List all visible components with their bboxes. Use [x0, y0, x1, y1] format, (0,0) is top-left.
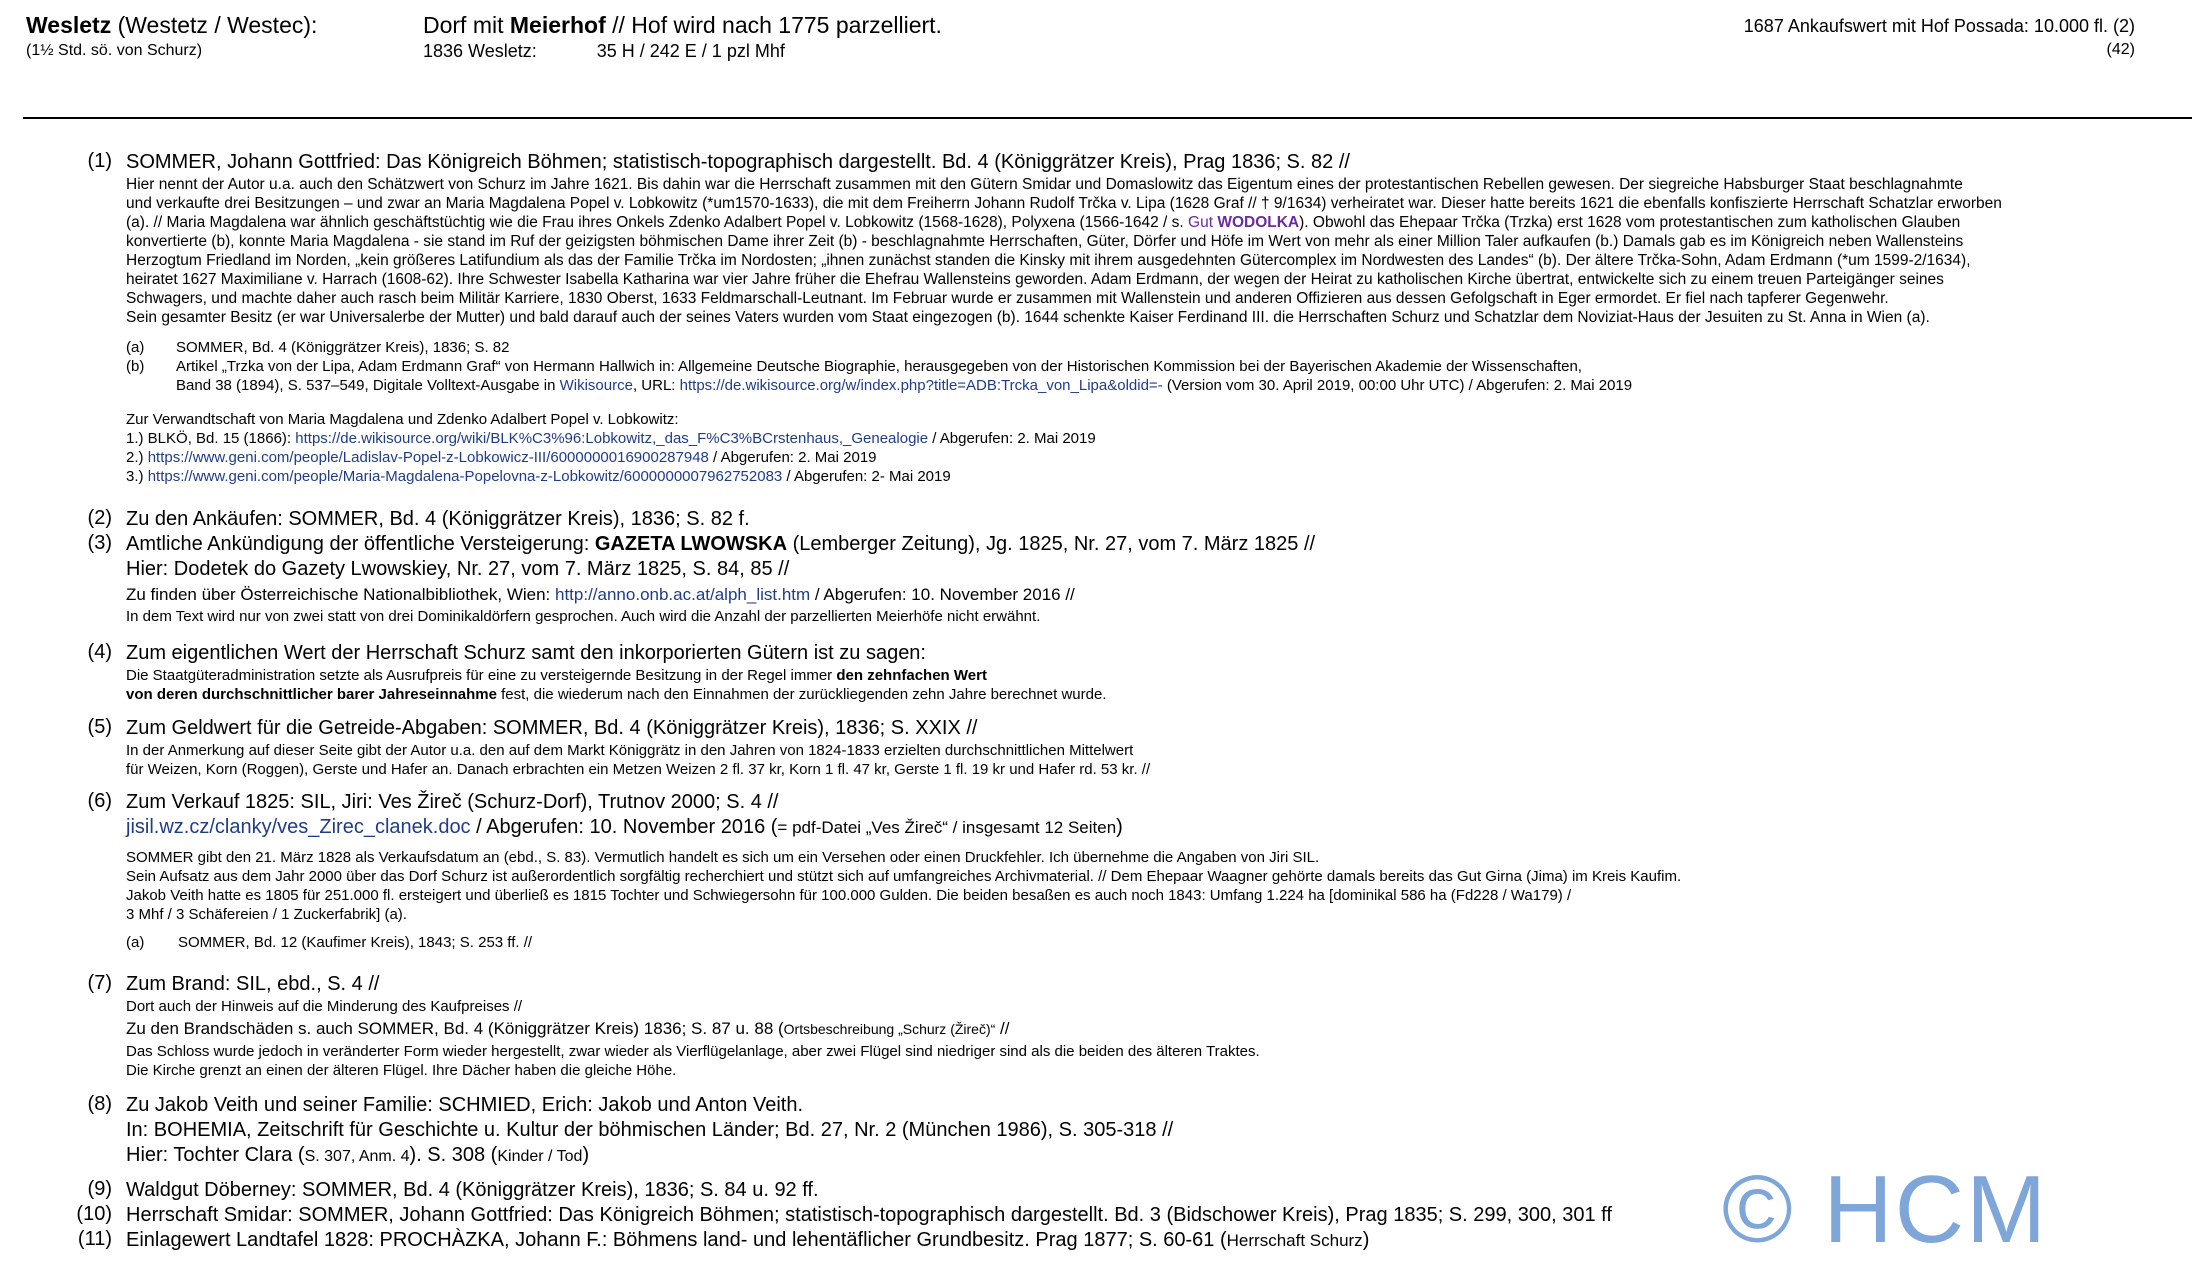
footnote-number: (3): [87, 532, 112, 554]
footnote-line: von deren durchschnittlicher barer Jahreseinnahme fest, die wiederum nach den Einnahmen der zurückliegenden zehn Jahre berechnet wurde.: [126, 686, 1107, 703]
village-description: [423, 12, 942, 39]
footnote-line: Das Schloss wurde jedoch in veränderter Form wieder hergestellt, zwar wieder als Vierflügelanlage, aber zwei Flügel sind niedriger sind als die beiden des älteren Traktes.: [126, 1043, 1260, 1060]
footnote-line: Zum Geldwert für die Getreide-Abgaben: SOMMER, Bd. 4 (Königgrätzer Kreis), 1836; S. XXIX //: [126, 717, 978, 739]
header-divider: [23, 117, 2192, 119]
title-rest: (Westetz / Westec):: [111, 12, 318, 38]
footnote-line: Dort auch der Hinweis auf die Minderung des Kaufpreises //: [126, 998, 523, 1015]
footnote-paragraph: Herzogtum Friedland im Norden, „kein größeres Latifundium als das der Familie Trčka im Nordosten; „ihnen zunächst standen die Kinsky mit ihrem ausgedehnten Gütercomplex im Nordwesten des Landes“ (b). Der ältere Trčka-Sohn, Adam Erdmann (*um 1599-2/1634),: [126, 252, 1971, 269]
wikisource-link[interactable]: Wikisource: [559, 377, 633, 394]
page-subtitle: (1½ Std. sö. von Schurz): [26, 42, 203, 59]
anno-onb-link[interactable]: http://anno.onb.ac.at/alph_list.htm: [555, 585, 811, 604]
footnote-line: SOMMER gibt den 21. März 1828 als Verkaufsdatum an (ebd., S. 83). Vermutlich handelt es sich um ein Versehen oder einen Druckfehler. Ich übernehme die Angaben von Jiri SIL.: [126, 849, 1320, 866]
footnote-line: Amtliche Ankündigung der öffentliche Versteigerung: GAZETA LWOWSKA (Lemberger Zeitung), Jg. 1825, Nr. 27, vom 7. März 1825 //: [126, 533, 1316, 555]
relation-ref-1: 1.) BLKÖ, Bd. 15 (1866): https://de.wikisource.org/wiki/BLK%C3%96:Lobkowitz,_das_F%C3%BCrstenhaus,_Genealogie / Abgerufen: 2. Mai 2019: [126, 430, 1096, 447]
adb-url-link[interactable]: https://de.wikisource.org/w/index.php?title=ADB:Trcka_von_Lipa&oldid=-: [679, 377, 1163, 394]
blko-link[interactable]: https://de.wikisource.org/wiki/BLK%C3%96:Lobkowitz,_das_F%C3%BCrstenhaus,_Genealogie: [295, 430, 929, 447]
relation-heading: Zur Verwandtschaft von Maria Magdalena und Zdenko Adalbert Popel v. Lobkowitz:: [126, 411, 679, 428]
footnote-paragraph: konvertierte (b), konnte Maria Magdalena - sie stand im Ruf der geizigsten böhmischen Dame ihrer Zeit (b) - beschlagnahmte Herrschaften, Güter, Dörfer und Höfe im Wert von mehr als einer Million Taler aufkaufen (b.) Damals gab es im Königreich neben Wallensteins: [126, 233, 1964, 250]
footnote-number: (2): [87, 507, 112, 529]
footnote-body: Herrschaft Smidar: SOMMER, Johann Gottfried: Das Königreich Böhmen; statistisch-topographisch dargestellt. Bd. 3 (Bidschower Kreis), Prag 1835; S. 299, 300, 301 ff: [126, 1204, 1612, 1226]
footnote-paragraph: heiratet 1627 Maximiliane v. Harrach (1608-62). Ihre Schwester Isabella Katharina war vier Jahre früher die Ehefrau Wallensteins geworden. Adam Erdmann, der wegen der Heirat zu katholischen Kirche übertrat, entwickelte sich zu einem treuen Parteigänger seines: [126, 271, 1944, 288]
footnote-paragraph: Schwagers, und machte daher auch rasch beim Militär Karriere, 1830 Oberst, 1633 Feldmarschall-Leutnant. Im Februar wurde er zusammen mit Wallenstein und anderen Offizieren aus dessen Gefolgschaft in Eger ermordet. Er fiel nach tapferer Gegenwehr.: [126, 290, 1889, 307]
page-title: [26, 12, 317, 39]
sub-citation-b-cont: Band 38 (1894), S. 537–549, Digitale Volltext-Ausgabe in Wikisource, URL: https://de.wikisource.org/w/index.php?title=ADB:Trcka_von_Lipa&oldid=- (Version vom 30. April 2019, 00:00 Uhr UTC) / Abgerufen: 2. Mai 2019: [176, 377, 1633, 394]
footnote-number: (1): [87, 150, 112, 172]
footnote-heading: SOMMER, Johann Gottfried: Das Königreich Böhmen; statistisch-topographisch dargestellt. Bd. 4 (Königgrätzer Kreis), Prag 1836; S. 82 //: [126, 151, 1350, 173]
footnote-number: (4): [87, 641, 112, 663]
footnote-line: 3 Mhf / 3 Schäfereien / 1 Zuckerfabrik] (a).: [126, 906, 407, 923]
footnote-line: Jakob Veith hatte es 1805 für 251.000 fl. ersteigert und überließ es 1815 Tochter und Schwiegersohn für 100.000 Gulden. Die beiden besaßen es auch noch 1843: Umfang 1.224 ha [dominikal 586 ha (Fd228 / Wa179) /: [126, 887, 1572, 904]
gut-link[interactable]: Gut: [1188, 214, 1218, 231]
footnote-number: (9): [87, 1178, 112, 1200]
footnote-number: (8): [87, 1093, 112, 1115]
footnote-body: Waldgut Döberney: SOMMER, Bd. 4 (Königgrätzer Kreis), 1836; S. 84 u. 92 ff.: [126, 1179, 819, 1201]
footnote-body: [126, 150, 2176, 486]
footnote-line: Die Staatgüteradministration setzte als Ausrufpreis für eine zu versteigernde Besitzung in der Regel immer den zehnfachen Wert: [126, 667, 987, 684]
footnote-body: [126, 532, 2176, 626]
relation-ref-2: 2.) https://www.geni.com/people/Ladislav-Popel-z-Lobkowicz-III/6000000016900287948 / Abgerufen: 2. Mai 2019: [126, 449, 877, 466]
footnote-number: (7): [87, 972, 112, 994]
census-values: 35 H / 242 E / 1 pzl Mhf: [596, 41, 785, 61]
footnote-body: Einlagewert Landtafel 1828: PROCHÀZKA, Johann F.: Böhmens land- und lehentäflicher Grundbesitz. Prag 1877; S. 60-61 (Herrschaft Schurz): [126, 1229, 1370, 1251]
footnote-line: In dem Text wird nur von zwei statt von drei Dominikaldörfern gesprochen. Auch wird die Anzahl der parzellierten Meierhöfe nicht erwähnt.: [126, 608, 1041, 625]
footnote-line: Zum eigentlichen Wert der Herrschaft Schurz samt den inkorporierten Gütern ist zu sagen:: [126, 642, 926, 664]
footnote-body: [126, 641, 2176, 704]
footnote-line: für Weizen, Korn (Roggen), Gerste und Hafer an. Danach erbrachten ein Metzen Weizen 2 fl. 37 kr, Korn 1 fl. 47 kr, Gerste 1 fl. 19 kr und Hafer rd. 53 kr. //: [126, 761, 1151, 778]
footnote-line: Zum Verkauf 1825: SIL, Jiri: Ves Žireč (Schurz-Dorf), Trutnov 2000; S. 4 //: [126, 791, 779, 813]
footnote-line: Zu den Brandschäden s. auch SOMMER, Bd. 4 (Königgrätzer Kreis) 1836; S. 87 u. 88 (Ortsbeschreibung „Schurz (Žireč)“ //: [126, 1019, 1010, 1038]
footnote-line: jisil.wz.cz/clanky/ves_Zirec_clanek.doc / Abgerufen: 10. November 2016 (= pdf-Datei „Ves Žireč“ / insgesamt 12 Seiten): [126, 816, 1123, 838]
footnote-paragraph: (a). // Maria Magdalena war ähnlich geschäftstüchtig wie die Frau ihres Onkels Zdenko Adalbert Popel v. Lobkowitz (1568-1628), Polyxena (1566-1642 / s. Gut WODOLKA). Obwohl das Ehepaar Trčka (Trzka) erst 1628 vom protestantischen zum katholischen Glauben: [126, 214, 1961, 231]
footnote-line: In: BOHEMIA, Zeitschrift für Geschichte u. Kultur der böhmischen Länder; Bd. 27, Nr. 2 (München 1986), S. 305-318 //: [126, 1119, 1174, 1141]
sub-citation-b: (b) Artikel „Trzka von der Lipa, Adam Erdmann Graf“ von Hermann Hallwich in: Allgemeine Deutsche Biographie, herausgegeben von der Historischen Kommission bei der Bayerischen Akademie der Wissenschaften,: [126, 358, 1582, 375]
purchase-value: 1687 Ankaufswert mit Hof Possada: 10.000 fl. (2): [1743, 16, 2135, 36]
geni-link-ladislav[interactable]: https://www.geni.com/people/Ladislav-Popel-z-Lobkowicz-III/6000000016900287948: [147, 449, 709, 466]
page-reference: (42): [2106, 41, 2135, 58]
footnote-paragraph: Hier nennt der Autor u.a. auch den Schätzwert von Schurz im Jahre 1621. Bis dahin war die Herrschaft zusammen mit den Gütern Smidar und Domaslowitz das Eigentum eines der protestantischen Rebellen gewesen. Der siegreiche Habsburger Staat beschlagnahmte: [126, 176, 1963, 193]
desc-bold: Meierhof: [509, 12, 606, 38]
footnote-number: (10): [76, 1203, 112, 1225]
footnote-number: (6): [87, 790, 112, 812]
relation-ref-3: 3.) https://www.geni.com/people/Maria-Magdalena-Popelovna-z-Lobkowitz/6000000007962752083 / Abgerufen: 2- Mai 2019: [126, 468, 951, 485]
footnote-paragraph: Sein gesamter Besitz (er war Universalerbe der Mutter) und bald darauf auch der seines Vaters wurden vom Staat eingezogen (b). 1644 schenkte Kaiser Ferdinand III. die Herrschaften Schurz und Schatzlar dem Noviziat-Haus der Jesuiten zu St. Anna in Wien (a).: [126, 309, 1930, 326]
footnote-line: Die Kirche grenzt an einen der älteren Flügel. Ihre Dächer haben die gleiche Höhe.: [126, 1062, 677, 1079]
footnote-line: Hier: Tochter Clara (S. 307, Anm. 4). S. 308 (Kinder / Tod): [126, 1144, 590, 1166]
sub-citation-a: (a) SOMMER, Bd. 4 (Königgrätzer Kreis), 1836; S. 82: [126, 339, 510, 356]
footnote-body: Zu den Ankäufen: SOMMER, Bd. 4 (Königgrätzer Kreis), 1836; S. 82 f.: [126, 508, 750, 530]
footnote-number: (5): [87, 716, 112, 738]
jisil-link[interactable]: jisil.wz.cz/clanky/ves_Zirec_clanek.doc: [126, 816, 471, 838]
footnote-line: Zum Brand: SIL, ebd., S. 4 //: [126, 973, 380, 995]
desc-suffix: // Hof wird nach 1775 parzelliert.: [605, 12, 942, 38]
footnote-body: [126, 716, 2176, 779]
footnote-line: Zu Jakob Veith und seiner Familie: SCHMIED, Erich: Jakob und Anton Veith.: [126, 1094, 804, 1116]
footnote-body: [126, 790, 2176, 952]
footnote-paragraph: und verkaufte drei Besitzungen – und zwar an Maria Magdalena Popel v. Lobkowitz (*um1570-1633), die mit dem Freiherrn Johann Rudolf Trčka v. Lipa (1628 Graf // † 9/1634) verheiratet war. Dieser hatte bereits 1621 die ebenfalls konfiszierte Herrschaft Schatzlar erworben: [126, 195, 2002, 212]
footnote-line: Zu finden über Österreichische Nationalbibliothek, Wien: http://anno.onb.ac.at/alph_list.htm / Abgerufen: 10. November 2016 //: [126, 585, 1075, 604]
footnote-line: Hier: Dodetek do Gazety Lwowskiey, Nr. 27, vom 7. März 1825, S. 84, 85 //: [126, 558, 790, 580]
geni-link-maria[interactable]: https://www.geni.com/people/Maria-Magdalena-Popelovna-z-Lobkowitz/6000000007962752083: [147, 468, 783, 485]
sub-citation-a: (a) SOMMER, Bd. 12 (Kaufimer Kreis), 1843; S. 253 ff. //: [126, 934, 533, 951]
wodolka-link[interactable]: WODOLKA: [1217, 214, 1300, 231]
desc-prefix: Dorf mit: [423, 12, 510, 38]
census-label: 1836 Wesletz:: [423, 41, 537, 61]
title-bold: Wesletz: [26, 12, 112, 38]
footnote-line: In der Anmerkung auf dieser Seite gibt der Autor u.a. den auf dem Markt Königgrätz in den Jahren von 1824-1833 erzielten durchschnittlichen Mittelwert: [126, 742, 1134, 759]
footnote-number: (11): [77, 1228, 112, 1250]
footnote-body: [126, 972, 2176, 1080]
copyright-watermark: © HCM: [1722, 1156, 2049, 1263]
census-line: [423, 41, 785, 62]
footnote-line: Sein Aufsatz aus dem Jahr 2000 über das Dorf Schurz ist außerordentlich sorgfältig recherchiert und stützt sich auf umfangreiches Archivmaterial. // Dem Ehepaar Waagner gehörte damals bereits das Gut Girna (Jima) im Kreis Kaufim.: [126, 868, 1682, 885]
